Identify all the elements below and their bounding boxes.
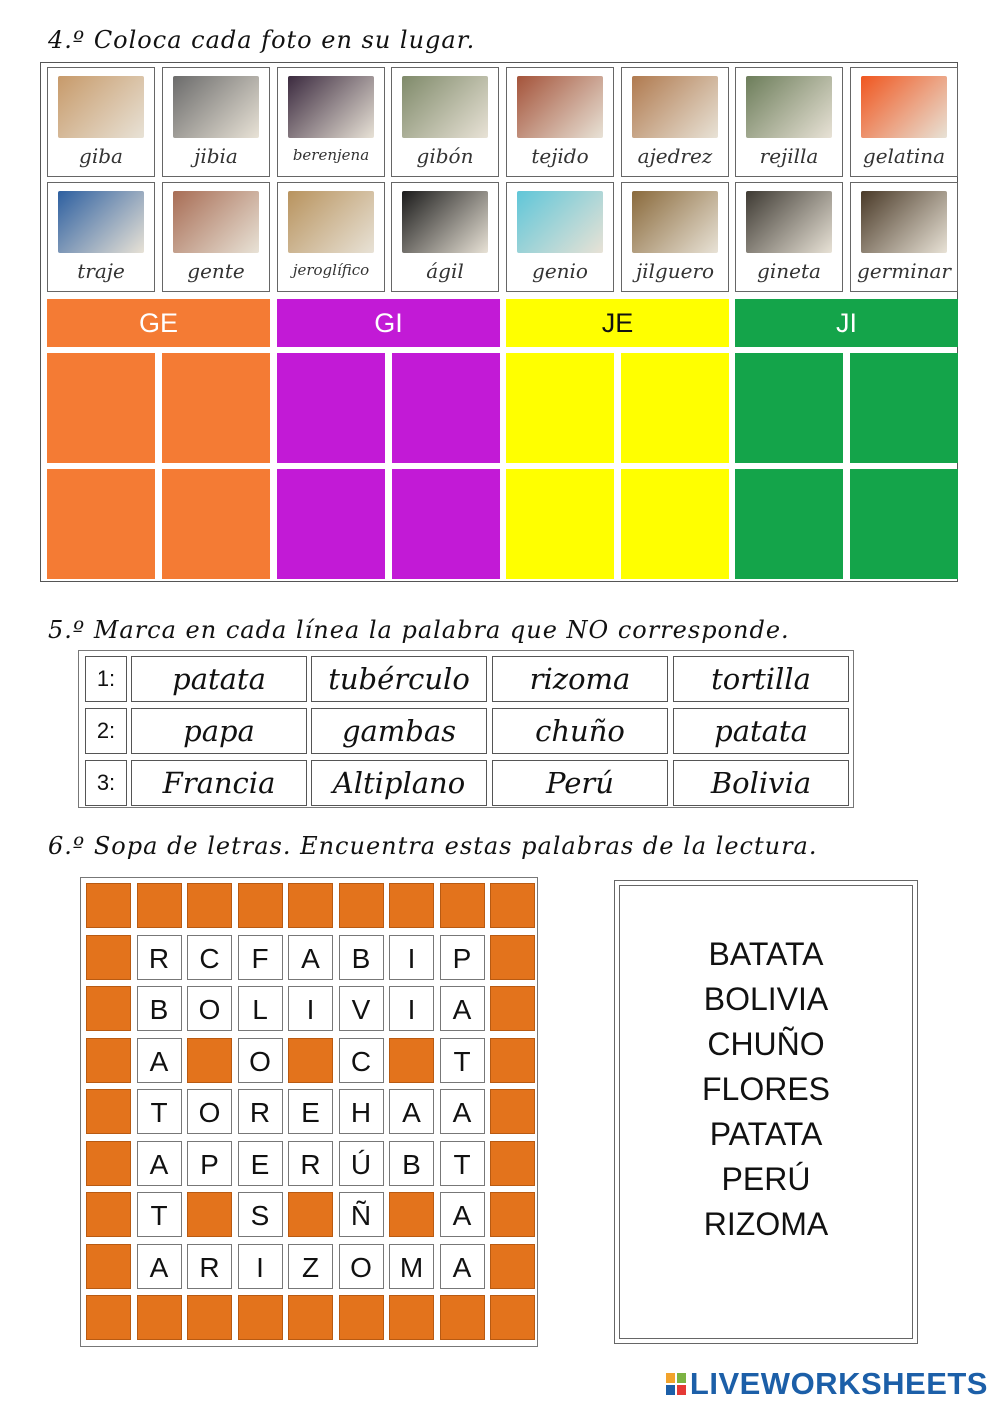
- photo-image: [288, 191, 374, 253]
- drop-slot[interactable]: [506, 353, 614, 463]
- letter-cell[interactable]: T: [440, 1141, 485, 1186]
- letter-cell[interactable]: F: [238, 935, 283, 980]
- photo-word: gineta: [757, 259, 821, 283]
- photo-card[interactable]: [391, 67, 499, 177]
- letter-cell[interactable]: T: [137, 1089, 182, 1134]
- logo-text: LIVEWORKSHEETS: [689, 1366, 988, 1401]
- photo-word: berenjena: [292, 146, 370, 164]
- photo-card[interactable]: [735, 67, 843, 177]
- letter-cell[interactable]: E: [288, 1089, 333, 1134]
- photo-image: [288, 76, 374, 138]
- photo-card[interactable]: [506, 67, 614, 177]
- photo-card[interactable]: [850, 67, 958, 177]
- filled-cell: [490, 1192, 535, 1237]
- letter-cell[interactable]: B: [389, 1141, 434, 1186]
- filled-cell: [86, 1192, 131, 1237]
- photo-image: [517, 191, 603, 253]
- drop-slot[interactable]: [621, 469, 729, 579]
- filled-cell: [389, 1038, 434, 1083]
- word-option[interactable]: Bolivia: [673, 760, 849, 806]
- letter-cell[interactable]: T: [137, 1192, 182, 1237]
- word-option[interactable]: Francia: [131, 760, 307, 806]
- letter-cell[interactable]: R: [137, 935, 182, 980]
- letter-cell[interactable]: C: [187, 935, 232, 980]
- letter-cell[interactable]: I: [288, 986, 333, 1031]
- photo-card[interactable]: [621, 67, 729, 177]
- letter-cell[interactable]: A: [440, 986, 485, 1031]
- filled-cell: [238, 1295, 283, 1340]
- photo-card[interactable]: [850, 182, 958, 292]
- photo-card[interactable]: [47, 182, 155, 292]
- photo-word: jilguero: [635, 259, 715, 283]
- filled-cell: [339, 1295, 384, 1340]
- photo-card[interactable]: [277, 182, 385, 292]
- search-word: BATATA: [708, 936, 824, 972]
- filled-cell: [440, 883, 485, 928]
- photo-word: jibia: [194, 144, 238, 168]
- filled-cell: [490, 986, 535, 1031]
- filled-cell: [86, 1295, 131, 1340]
- letter-cell[interactable]: O: [339, 1244, 384, 1289]
- photo-image: [861, 191, 947, 253]
- photo-word: gelatina: [862, 144, 946, 168]
- filled-cell: [490, 883, 535, 928]
- photo-word: germinar: [857, 259, 951, 283]
- letter-cell[interactable]: I: [238, 1244, 283, 1289]
- photo-image: [861, 76, 947, 138]
- letter-cell[interactable]: A: [137, 1038, 182, 1083]
- word-option[interactable]: rizoma: [492, 656, 668, 702]
- filled-cell: [187, 1192, 232, 1237]
- photo-word: ajedrez: [637, 144, 713, 168]
- photo-image: [58, 191, 144, 253]
- drop-slot[interactable]: [162, 469, 270, 579]
- search-word: FLORES: [701, 1071, 831, 1107]
- filled-cell: [288, 1192, 333, 1237]
- drop-slot[interactable]: [392, 353, 500, 463]
- filled-cell: [440, 1295, 485, 1340]
- category-header: GI: [277, 299, 500, 347]
- filled-cell: [490, 1038, 535, 1083]
- photo-sorting-board: [40, 62, 958, 582]
- photo-word: traje: [77, 259, 125, 283]
- letter-cell[interactable]: I: [389, 935, 434, 980]
- filled-cell: [490, 935, 535, 980]
- word-search-grid: [80, 877, 538, 1347]
- filled-cell: [86, 935, 131, 980]
- photo-image: [402, 76, 488, 138]
- letter-cell[interactable]: Z: [288, 1244, 333, 1289]
- word-option[interactable]: gambas: [311, 708, 487, 754]
- photo-image: [402, 191, 488, 253]
- photo-image: [632, 76, 718, 138]
- section5-title: 5.º Marca en cada línea la palabra que NO corresponde.: [48, 616, 790, 644]
- filled-cell: [86, 1244, 131, 1289]
- filled-cell: [288, 883, 333, 928]
- word-option[interactable]: patata: [131, 656, 307, 702]
- letter-cell[interactable]: L: [238, 986, 283, 1031]
- filled-cell: [187, 883, 232, 928]
- filled-cell: [389, 883, 434, 928]
- word-option[interactable]: tortilla: [673, 656, 849, 702]
- search-word: RIZOMA: [703, 1206, 829, 1242]
- category-header: GE: [47, 299, 270, 347]
- word-option[interactable]: patata: [673, 708, 849, 754]
- letter-cell[interactable]: O: [187, 1089, 232, 1134]
- letter-cell[interactable]: E: [238, 1141, 283, 1186]
- filled-cell: [389, 1295, 434, 1340]
- filled-cell: [86, 883, 131, 928]
- letter-cell[interactable]: B: [339, 935, 384, 980]
- section6-title: 6.º Sopa de letras. Encuentra estas palabras de la lectura.: [48, 832, 818, 860]
- photo-word: jeroglífico: [292, 261, 370, 279]
- filled-cell: [86, 1038, 131, 1083]
- liveworksheets-logo: [666, 1364, 988, 1404]
- drop-slot[interactable]: [850, 469, 958, 579]
- filled-cell: [137, 883, 182, 928]
- word-option[interactable]: Altiplano: [311, 760, 487, 806]
- row-number: 1:: [85, 656, 127, 702]
- letter-cell[interactable]: M: [389, 1244, 434, 1289]
- search-word: CHUÑO: [707, 1026, 825, 1062]
- drop-slot[interactable]: [621, 353, 729, 463]
- letter-cell[interactable]: Ñ: [339, 1192, 384, 1237]
- letter-cell[interactable]: R: [238, 1089, 283, 1134]
- drop-slot[interactable]: [162, 353, 270, 463]
- odd-word-table: [78, 650, 854, 808]
- letter-cell[interactable]: V: [339, 986, 384, 1031]
- drop-slot[interactable]: [506, 469, 614, 579]
- letter-cell[interactable]: P: [440, 935, 485, 980]
- filled-cell: [490, 1244, 535, 1289]
- letter-cell[interactable]: A: [389, 1089, 434, 1134]
- letter-cell[interactable]: T: [440, 1038, 485, 1083]
- filled-cell: [490, 1295, 535, 1340]
- row-number: 2:: [85, 708, 127, 754]
- photo-image: [517, 76, 603, 138]
- letter-cell[interactable]: A: [440, 1244, 485, 1289]
- filled-cell: [187, 1038, 232, 1083]
- filled-cell: [490, 1141, 535, 1186]
- photo-image: [632, 191, 718, 253]
- letter-cell[interactable]: I: [389, 986, 434, 1031]
- drop-slot[interactable]: [47, 469, 155, 579]
- word-list-box: [614, 880, 918, 1344]
- letter-cell[interactable]: C: [339, 1038, 384, 1083]
- drop-slot[interactable]: [277, 353, 385, 463]
- filled-cell: [288, 1038, 333, 1083]
- logo-mark-icon: [666, 1373, 686, 1395]
- photo-image: [746, 191, 832, 253]
- photo-card[interactable]: [162, 67, 270, 177]
- filled-cell: [339, 883, 384, 928]
- category-header: JE: [506, 299, 729, 347]
- search-word: PATATA: [709, 1116, 823, 1152]
- photo-image: [58, 76, 144, 138]
- photo-card[interactable]: [391, 182, 499, 292]
- photo-card[interactable]: [735, 182, 843, 292]
- drop-slot[interactable]: [735, 353, 843, 463]
- photo-image: [173, 191, 259, 253]
- letter-cell[interactable]: A: [137, 1141, 182, 1186]
- word-option[interactable]: chuño: [492, 708, 668, 754]
- letter-cell[interactable]: O: [187, 986, 232, 1031]
- letter-cell[interactable]: P: [187, 1141, 232, 1186]
- filled-cell: [238, 883, 283, 928]
- photo-word: genio: [532, 259, 588, 283]
- row-number: 3:: [85, 760, 127, 806]
- letter-cell[interactable]: A: [288, 935, 333, 980]
- photo-card[interactable]: [162, 182, 270, 292]
- drop-slot[interactable]: [392, 469, 500, 579]
- letter-cell[interactable]: R: [288, 1141, 333, 1186]
- drop-slot[interactable]: [277, 469, 385, 579]
- drop-slot[interactable]: [850, 353, 958, 463]
- photo-card[interactable]: [277, 67, 385, 177]
- letter-cell[interactable]: R: [187, 1244, 232, 1289]
- photo-image: [173, 76, 259, 138]
- photo-word: gibón: [416, 144, 474, 168]
- letter-cell[interactable]: B: [137, 986, 182, 1031]
- photo-word: gente: [187, 259, 245, 283]
- word-option[interactable]: Perú: [492, 760, 668, 806]
- letter-cell[interactable]: S: [238, 1192, 283, 1237]
- filled-cell: [86, 1141, 131, 1186]
- word-list: [619, 885, 913, 1339]
- filled-cell: [389, 1192, 434, 1237]
- photo-card[interactable]: [47, 67, 155, 177]
- letter-cell[interactable]: O: [238, 1038, 283, 1083]
- search-word: BOLIVIA: [703, 981, 829, 1017]
- photo-word: ágil: [426, 259, 464, 283]
- category-header: JI: [735, 299, 958, 347]
- drop-slot[interactable]: [735, 469, 843, 579]
- word-option[interactable]: tubérculo: [311, 656, 487, 702]
- section4-title: 4.º Coloca cada foto en su lugar.: [48, 26, 476, 54]
- letter-cell[interactable]: A: [440, 1089, 485, 1134]
- photo-card[interactable]: [621, 182, 729, 292]
- filled-cell: [187, 1295, 232, 1340]
- photo-word: giba: [79, 144, 123, 168]
- filled-cell: [86, 986, 131, 1031]
- photo-word: tejido: [531, 144, 589, 168]
- photo-image: [746, 76, 832, 138]
- word-option[interactable]: papa: [131, 708, 307, 754]
- drop-slot[interactable]: [47, 353, 155, 463]
- search-word: PERÚ: [721, 1161, 811, 1197]
- filled-cell: [137, 1295, 182, 1340]
- letter-cell[interactable]: H: [339, 1089, 384, 1134]
- filled-cell: [86, 1089, 131, 1134]
- filled-cell: [490, 1089, 535, 1134]
- letter-cell[interactable]: Ú: [339, 1141, 384, 1186]
- photo-card[interactable]: [506, 182, 614, 292]
- filled-cell: [288, 1295, 333, 1340]
- letter-cell[interactable]: A: [440, 1192, 485, 1237]
- letter-cell[interactable]: A: [137, 1244, 182, 1289]
- photo-word: rejilla: [759, 144, 819, 168]
